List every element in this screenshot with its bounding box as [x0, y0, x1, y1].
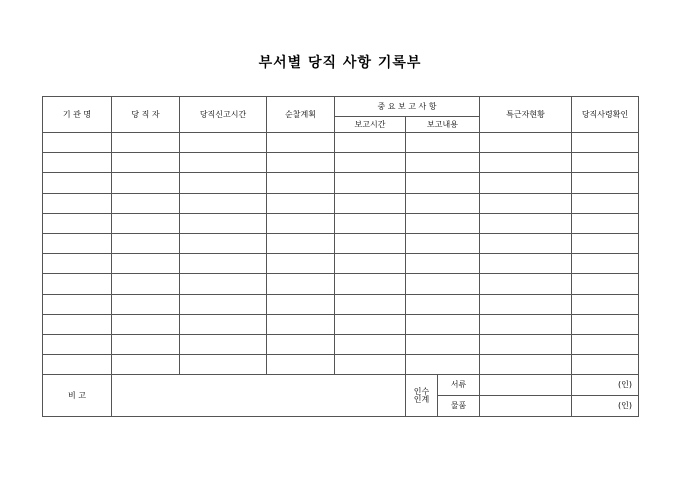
cell-report-hour[interactable]: [335, 294, 406, 314]
cell-patrol-plan[interactable]: [267, 193, 335, 213]
cell-special-status[interactable]: [480, 153, 572, 173]
cell-duty-person[interactable]: [112, 274, 180, 294]
cell-patrol-plan[interactable]: [267, 274, 335, 294]
cell-duty-person[interactable]: [112, 334, 180, 354]
cell-report-time[interactable]: [180, 153, 267, 173]
log-row: [43, 173, 639, 193]
header-confirm: 당직사령확인: [572, 97, 639, 133]
cell-report-time[interactable]: [180, 213, 267, 233]
cell-patrol-plan[interactable]: [267, 153, 335, 173]
cell-agency[interactable]: [43, 254, 112, 274]
cell-patrol-plan[interactable]: [267, 133, 335, 153]
documents-label: 서류: [438, 375, 480, 396]
cell-report-hour[interactable]: [335, 274, 406, 294]
cell-patrol-plan[interactable]: [267, 314, 335, 334]
cell-special-status[interactable]: [480, 233, 572, 253]
cell-agency[interactable]: [43, 133, 112, 153]
documents-field[interactable]: [480, 375, 572, 396]
cell-confirm[interactable]: [572, 193, 639, 213]
cell-report-content[interactable]: [406, 355, 480, 375]
log-row: [43, 274, 639, 294]
cell-special-status[interactable]: [480, 355, 572, 375]
cell-confirm[interactable]: [572, 334, 639, 354]
cell-duty-person[interactable]: [112, 355, 180, 375]
cell-confirm[interactable]: [572, 355, 639, 375]
cell-duty-person[interactable]: [112, 193, 180, 213]
cell-confirm[interactable]: [572, 254, 639, 274]
header-important-reports: 중 요 보 고 사 항: [335, 97, 480, 117]
header-report-content: 보고내용: [406, 117, 480, 133]
remarks-label: 비 고: [43, 375, 112, 417]
cell-agency[interactable]: [43, 334, 112, 354]
cell-report-content[interactable]: [406, 213, 480, 233]
log-row: [43, 233, 639, 253]
cell-duty-person[interactable]: [112, 133, 180, 153]
cell-report-content[interactable]: [406, 133, 480, 153]
cell-patrol-plan[interactable]: [267, 254, 335, 274]
cell-confirm[interactable]: [572, 233, 639, 253]
handover-label-1: 인수: [413, 386, 430, 396]
cell-report-time[interactable]: [180, 233, 267, 253]
cell-patrol-plan[interactable]: [267, 233, 335, 253]
header-duty-person: 당 직 자: [112, 97, 180, 133]
cell-report-hour[interactable]: [335, 173, 406, 193]
items-seal: (인): [572, 396, 639, 417]
cell-confirm[interactable]: [572, 153, 639, 173]
documents-seal: (인): [572, 375, 639, 396]
cell-special-status[interactable]: [480, 133, 572, 153]
cell-report-content[interactable]: [406, 254, 480, 274]
cell-agency[interactable]: [43, 173, 112, 193]
cell-confirm[interactable]: [572, 314, 639, 334]
header-report-time: 당직신고시간: [180, 97, 267, 133]
cell-report-time[interactable]: [180, 314, 267, 334]
cell-confirm[interactable]: [572, 294, 639, 314]
log-row: [43, 153, 639, 173]
cell-confirm[interactable]: [572, 173, 639, 193]
cell-report-hour[interactable]: [335, 254, 406, 274]
cell-report-content[interactable]: [406, 274, 480, 294]
cell-report-content[interactable]: [406, 233, 480, 253]
cell-patrol-plan[interactable]: [267, 355, 335, 375]
cell-duty-person[interactable]: [112, 153, 180, 173]
log-row: [43, 193, 639, 213]
cell-agency[interactable]: [43, 355, 112, 375]
items-field[interactable]: [480, 396, 572, 417]
cell-special-status[interactable]: [480, 173, 572, 193]
log-row: [43, 294, 639, 314]
cell-patrol-plan[interactable]: [267, 213, 335, 233]
cell-report-time[interactable]: [180, 133, 267, 153]
log-row: [43, 213, 639, 233]
cell-patrol-plan[interactable]: [267, 173, 335, 193]
cell-duty-person[interactable]: [112, 254, 180, 274]
cell-agency[interactable]: [43, 314, 112, 334]
cell-report-content[interactable]: [406, 173, 480, 193]
handover-label-2: 인계: [413, 394, 430, 404]
items-label: 물품: [438, 396, 480, 417]
footer-row-1: [43, 375, 639, 396]
cell-report-time[interactable]: [180, 334, 267, 354]
cell-report-content[interactable]: [406, 153, 480, 173]
cell-report-hour[interactable]: [335, 193, 406, 213]
log-row: [43, 133, 639, 153]
cell-report-time[interactable]: [180, 294, 267, 314]
cell-special-status[interactable]: [480, 193, 572, 213]
cell-duty-person[interactable]: [112, 233, 180, 253]
header-special-status: 특근자현황: [480, 97, 572, 133]
cell-special-status[interactable]: [480, 213, 572, 233]
log-row: [43, 355, 639, 375]
cell-special-status[interactable]: [480, 274, 572, 294]
header-report-hour: 보고시간: [335, 117, 406, 133]
cell-report-hour[interactable]: [335, 355, 406, 375]
cell-report-time[interactable]: [180, 173, 267, 193]
cell-agency[interactable]: [43, 233, 112, 253]
cell-confirm[interactable]: [572, 133, 639, 153]
duty-log-table: [42, 96, 639, 417]
cell-patrol-plan[interactable]: [267, 334, 335, 354]
cell-confirm[interactable]: [572, 213, 639, 233]
cell-report-time[interactable]: [180, 254, 267, 274]
header-agency: 기 관 명: [43, 97, 112, 133]
cell-report-time[interactable]: [180, 274, 267, 294]
cell-report-content[interactable]: [406, 314, 480, 334]
cell-agency[interactable]: [43, 193, 112, 213]
cell-report-hour[interactable]: [335, 213, 406, 233]
cell-special-status[interactable]: [480, 334, 572, 354]
log-row: [43, 254, 639, 274]
cell-special-status[interactable]: [480, 314, 572, 334]
cell-duty-person[interactable]: [112, 294, 180, 314]
cell-report-content[interactable]: [406, 193, 480, 213]
cell-report-time[interactable]: [180, 355, 267, 375]
cell-special-status[interactable]: [480, 294, 572, 314]
cell-report-content[interactable]: [406, 334, 480, 354]
cell-special-status[interactable]: [480, 254, 572, 274]
cell-report-time[interactable]: [180, 193, 267, 213]
cell-agency[interactable]: [43, 153, 112, 173]
header-row-1: [43, 97, 639, 117]
cell-agency[interactable]: [43, 294, 112, 314]
cell-patrol-plan[interactable]: [267, 294, 335, 314]
cell-report-hour[interactable]: [335, 314, 406, 334]
cell-confirm[interactable]: [572, 274, 639, 294]
log-row: [43, 334, 639, 354]
cell-agency[interactable]: [43, 274, 112, 294]
cell-report-hour[interactable]: [335, 233, 406, 253]
page-title: 부서별 당직 사항 기록부: [258, 55, 422, 71]
cell-agency[interactable]: [43, 213, 112, 233]
cell-duty-person[interactable]: [112, 314, 180, 334]
remarks-field[interactable]: [112, 375, 406, 417]
cell-report-hour[interactable]: [335, 133, 406, 153]
cell-report-hour[interactable]: [335, 334, 406, 354]
header-patrol-plan: 순찰계획: [267, 97, 335, 133]
cell-report-content[interactable]: [406, 294, 480, 314]
cell-duty-person[interactable]: [112, 173, 180, 193]
cell-duty-person[interactable]: [112, 213, 180, 233]
handover-label: [406, 375, 438, 417]
log-row: [43, 314, 639, 334]
cell-report-hour[interactable]: [335, 153, 406, 173]
